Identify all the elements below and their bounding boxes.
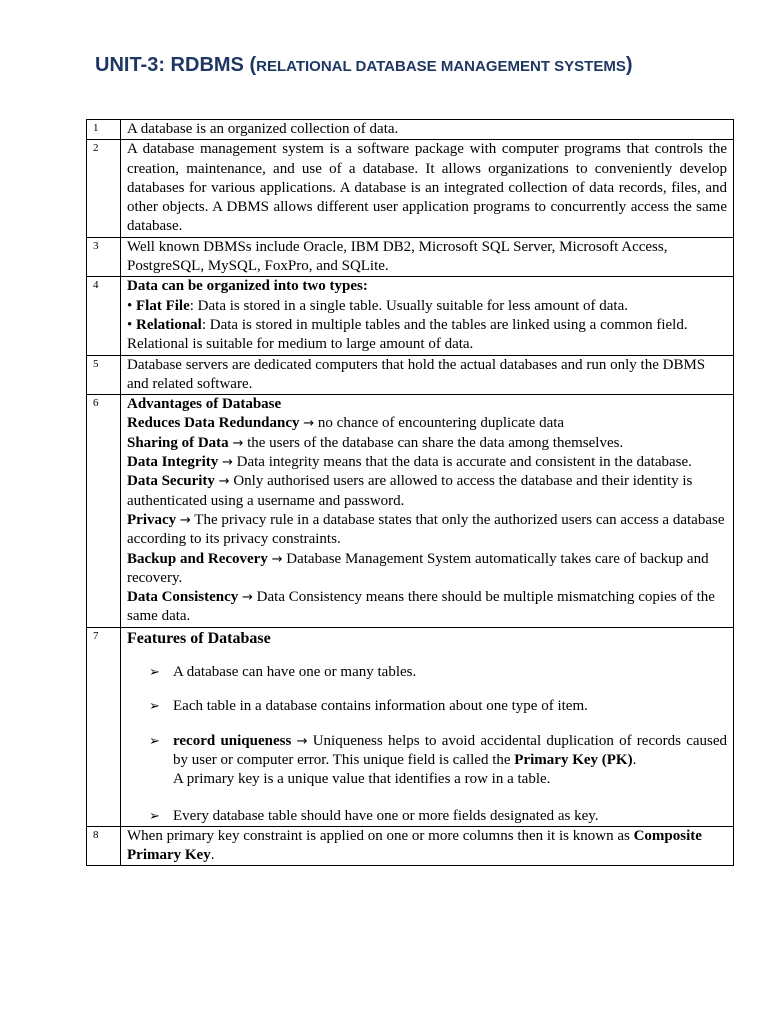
list-item: Data Integrity → Data integrity means that the data is accurate and consistent in the database.	[127, 454, 692, 471]
row-text: Database servers are dedicated computers that hold the actual databases and run only the DBMS and related software.	[121, 355, 734, 395]
list-item: • Flat File: Data is stored in a single table. Usually suitable for less amount of data.	[127, 297, 628, 314]
row-number: 4	[87, 277, 121, 355]
right-arrow-icon: →	[179, 512, 191, 528]
list-item: ➢ A database can have one or many tables.	[127, 663, 727, 682]
table-row	[87, 395, 734, 628]
table-row	[87, 237, 734, 277]
list-item: Sharing of Data → the users of the database can share the data among themselves.	[127, 434, 624, 451]
right-arrow-icon: →	[242, 590, 253, 606]
arrowhead-bullet-icon: ➢	[149, 733, 160, 749]
right-arrow-icon: →	[271, 551, 283, 567]
row-number: 2	[87, 140, 121, 237]
row-number: 3	[87, 237, 121, 277]
row-number: 1	[87, 120, 121, 140]
list-item: ➢ record uniqueness → Uniqueness helps to avoid accidental duplication of records caused by user or computer error. This unique field is called the Primary Key (PK). A primary key is a unique value that identifies a row in a table.	[149, 732, 727, 788]
arrowhead-bullet-icon: ➢	[149, 665, 160, 681]
row-text: When primary key constraint is applied on one or more columns then it is known as Composite Primary Key.	[121, 826, 734, 866]
row-number: 6	[87, 395, 121, 628]
row-text	[121, 627, 734, 826]
feature-list	[127, 663, 727, 826]
table-row	[87, 140, 734, 237]
section-heading: Advantages of Database	[127, 396, 282, 413]
table-row	[87, 627, 734, 826]
list-item: Reduces Data Redundancy → no chance of encountering duplicate data	[127, 415, 565, 432]
list-item: Data Consistency → Data Consistency means there should be multiple mismatching copies of the same data.	[127, 589, 715, 625]
row-text	[121, 277, 734, 355]
arrowhead-bullet-icon: ➢	[149, 808, 160, 824]
table-row	[87, 355, 734, 395]
notes-table	[86, 119, 734, 866]
row-text: A database is an organized collection of data.	[121, 120, 734, 140]
row-text	[121, 395, 734, 628]
list-item: ➢ Each table in a database contains information about one type of item.	[127, 697, 727, 716]
list-item: Privacy → The privacy rule in a database states that only the authorized users can access a database according to its privacy constraints.	[127, 511, 725, 548]
section-heading: Data can be organized into two types:	[127, 278, 368, 295]
row-number: 8	[87, 826, 121, 866]
arrowhead-bullet-icon: ➢	[149, 699, 160, 715]
page-title: UNIT-3: RDBMS (RELATIONAL DATABASE MANAGEMENT SYSTEMS)	[95, 54, 633, 76]
row-text: A database management system is a software package with computer programs that controls the creation, maintenance, and use of a database. It allows organizations to conveniently develop databases for various applications. A database is an integrated collection of data records, files, and other objects. A DBMS allows different user application programs to concurrently access the same database.	[121, 140, 734, 237]
list-item: Backup and Recovery → Database Management System automatically takes care of backup and recovery.	[127, 550, 709, 586]
list-item: Data Security → Only authorised users are allowed to access the database and their identity is authenticated using a username and password.	[127, 473, 693, 509]
right-arrow-icon: →	[303, 416, 315, 432]
list-item: ➢ Every database table should have one or more fields designated as key.	[127, 807, 727, 826]
right-arrow-icon: →	[296, 733, 308, 749]
section-heading: Features of Database	[127, 629, 271, 647]
table-row	[87, 826, 734, 866]
list-item: • Relational: Data is stored in multiple tables and the tables are linked using a common field. Relational is suitable for medium to large amount of data.	[127, 316, 688, 353]
right-arrow-icon: →	[221, 455, 233, 471]
right-arrow-icon: →	[218, 474, 230, 490]
row-number: 5	[87, 355, 121, 395]
row-text: Well known DBMSs include Oracle, IBM DB2, Microsoft SQL Server, Microsoft Access, PostgreSQL, MySQL, FoxPro, and SQLite.	[121, 237, 734, 277]
table-row	[87, 277, 734, 355]
row-number: 7	[87, 627, 121, 826]
right-arrow-icon: →	[232, 435, 244, 451]
table-row	[87, 120, 734, 140]
